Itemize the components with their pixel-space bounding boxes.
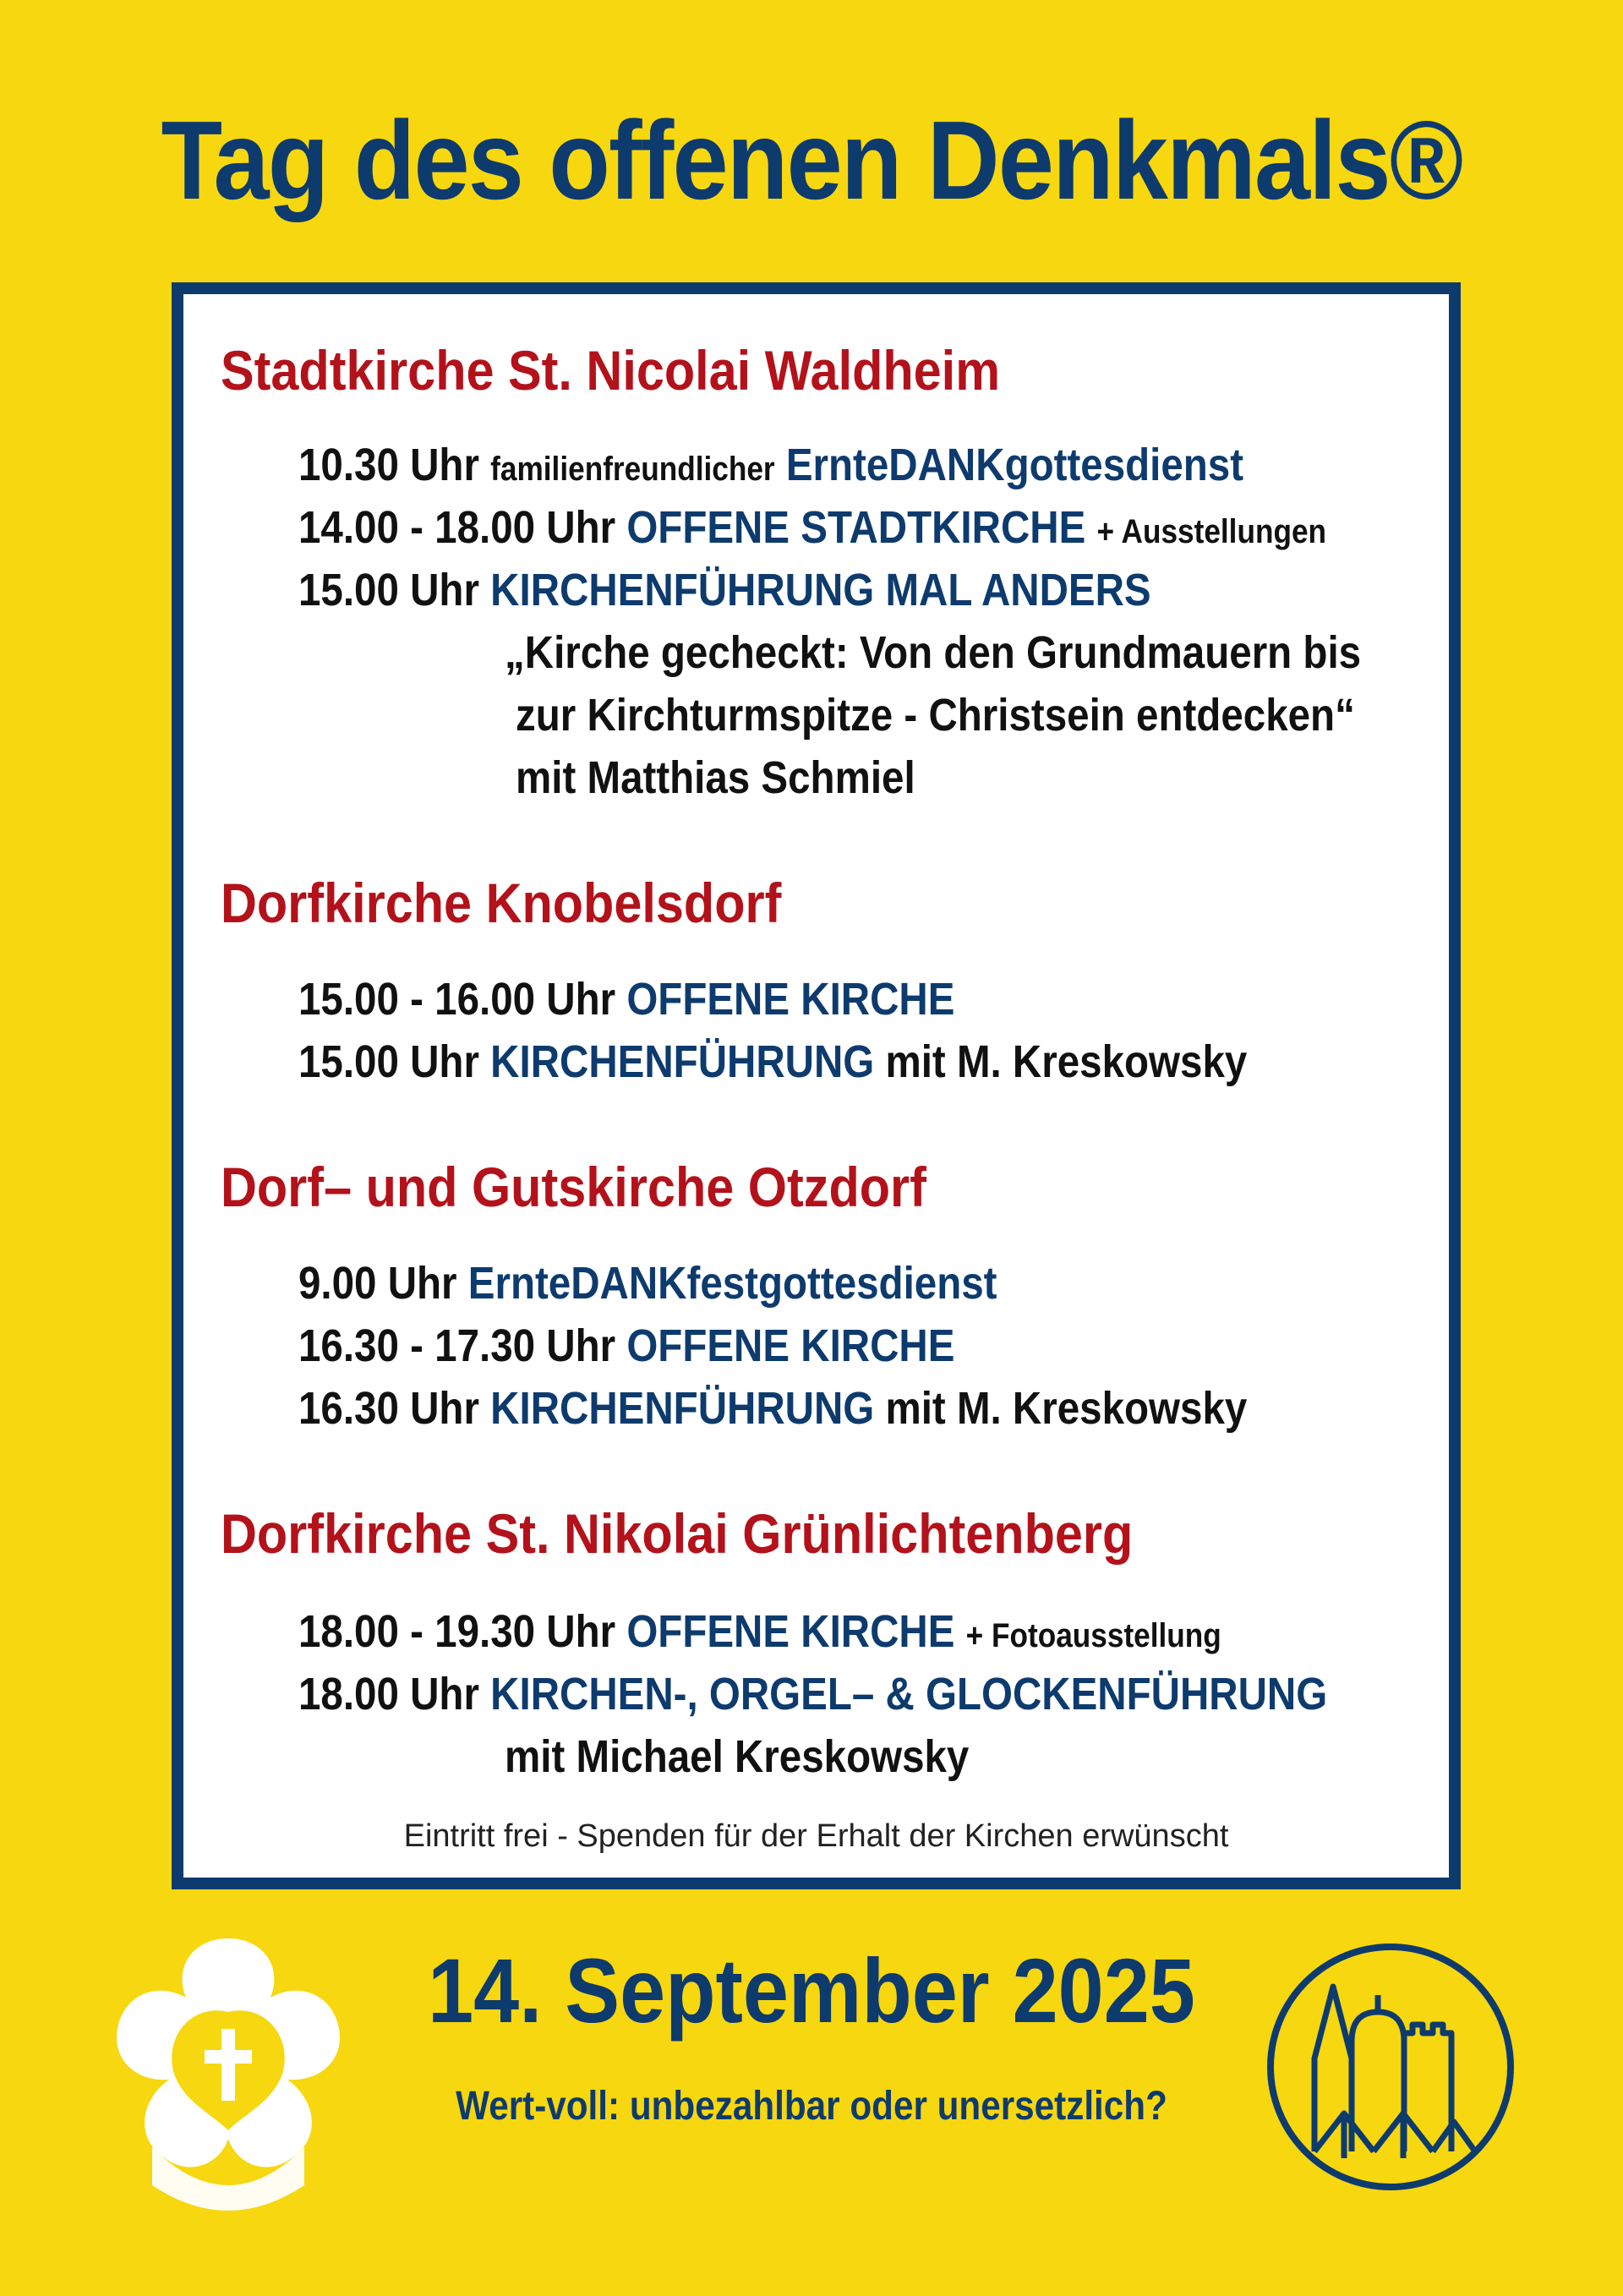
event-line: [298, 1601, 1221, 1666]
event-label: ErnteDANKgottesdienst: [785, 440, 1244, 490]
section-title-otzdorf: Dorf– und Gutskirche Otzdorf: [221, 1156, 926, 1218]
section-title-knobelsdorf: Dorfkirche Knobelsdorf: [221, 872, 782, 934]
event-time: 18.00 Uhr: [298, 1669, 479, 1719]
church-town-logo-icon: [1264, 1940, 1517, 2194]
event-time: 16.30 Uhr: [298, 1383, 479, 1434]
quote-line: zur Kirchturmspitze - Christsein entdecken“: [516, 690, 1355, 741]
motto: Wert-voll: unbezahlbar oder unersetzlich?: [456, 2084, 1167, 2129]
event-line: [298, 497, 1326, 562]
event-label: KIRCHEN-, ORGEL– & GLOCKENFÜHRUNG: [490, 1669, 1328, 1719]
program-card: [172, 282, 1461, 1889]
section-title-waldheim: Stadtkirche St. Nicolai Waldheim: [221, 339, 1001, 402]
event-post: + Fotoausstellung: [965, 1617, 1221, 1654]
event-time: 15.00 Uhr: [298, 1036, 479, 1087]
poster-title: Tag des offenen Denkmals®: [161, 98, 1462, 222]
event-line: [298, 969, 954, 1030]
quote-line: mit Matthias Schmiel: [516, 752, 915, 803]
event-line: [298, 435, 1243, 500]
event-pre: familienfreundlicher: [490, 451, 775, 488]
event-time: 14.00 - 18.00 Uhr: [298, 502, 616, 553]
event-label: OFFENE KIRCHE: [626, 1606, 955, 1657]
event-post: mit M. Kreskowsky: [885, 1036, 1248, 1087]
event-line: [298, 1378, 1247, 1439]
quote-line: „Kirche gecheckt: Von den Grundmauern bis: [505, 627, 1362, 678]
event-time: 9.00 Uhr: [298, 1258, 457, 1309]
section-title-gruenlichtenberg: Dorfkirche St. Nikolai Grünlichtenberg: [221, 1502, 1134, 1565]
event-label: OFFENE STADTKIRCHE: [626, 502, 1086, 553]
event-line: [298, 1664, 1327, 1725]
event-label: OFFENE KIRCHE: [626, 1320, 955, 1371]
event-time: 18.00 - 19.30 Uhr: [298, 1606, 616, 1657]
event-label: KIRCHENFÜHRUNG MAL ANDERS: [490, 565, 1151, 615]
event-time: 15.00 Uhr: [298, 565, 479, 615]
event-line: [298, 1253, 997, 1314]
event-date: 14. September 2025: [428, 1939, 1195, 2042]
admission-note: Eintritt frei - Spenden für der Erhalt der Kirchen erwünscht: [403, 1818, 1229, 1854]
event-label: KIRCHENFÜHRUNG: [490, 1036, 875, 1087]
event-line: [298, 1315, 954, 1376]
event-label: KIRCHENFÜHRUNG: [490, 1383, 875, 1434]
event-time: 16.30 - 17.30 Uhr: [298, 1320, 616, 1371]
event-label: ErnteDANKfestgottesdienst: [467, 1258, 997, 1309]
event-time: 15.00 - 16.00 Uhr: [298, 974, 616, 1025]
event-extra: mit Michael Kreskowsky: [505, 1731, 970, 1782]
event-time: 10.30 Uhr: [298, 440, 479, 490]
event-post: mit M. Kreskowsky: [885, 1383, 1248, 1434]
event-label: OFFENE KIRCHE: [626, 974, 955, 1025]
event-line: [298, 1031, 1247, 1092]
event-post: + Ausstellungen: [1096, 513, 1327, 550]
event-line: [298, 560, 1151, 620]
